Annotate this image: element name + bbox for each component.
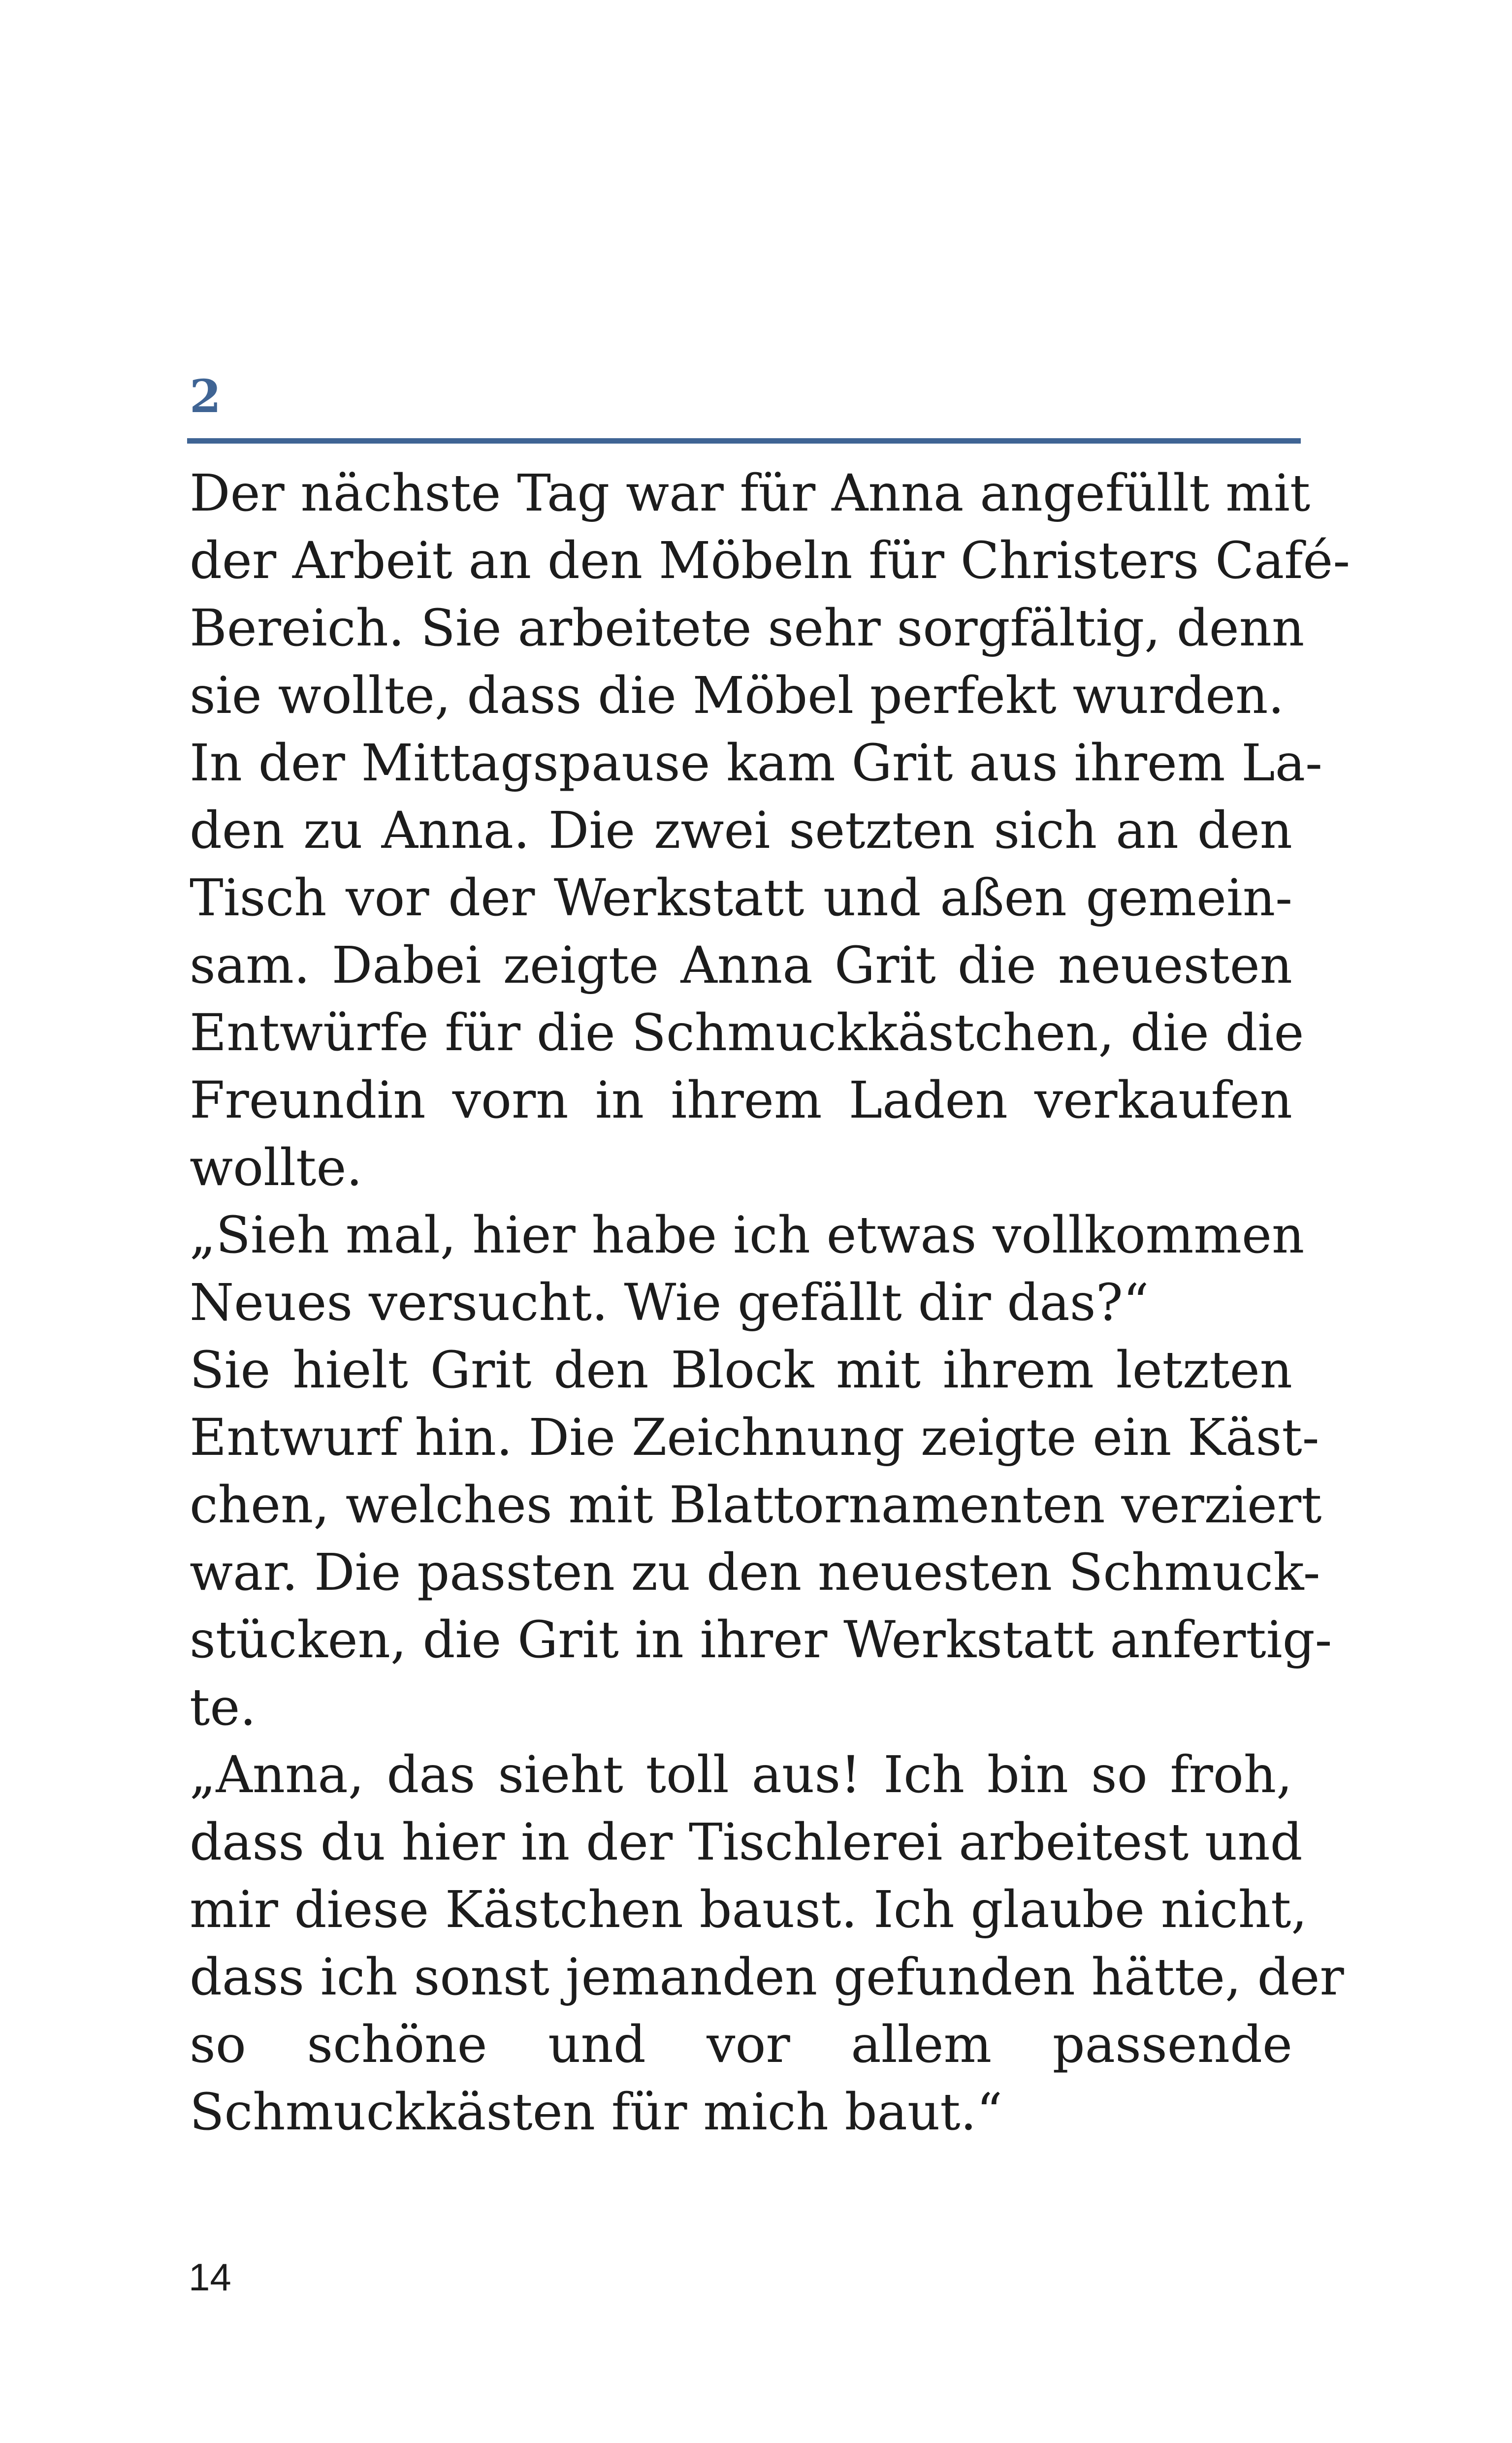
text-line: chen, welches mit Blattornamenten verziert [190, 1476, 1322, 1535]
text-line: sam. Dabei zeigte Anna Grit die neuesten [190, 936, 1292, 995]
text-line: dass du hier in der Tischlerei arbeitest und [190, 1813, 1303, 1872]
chapter-number: 2 [190, 370, 222, 423]
text-line: Tisch vor der Werkstatt und aßen gemein- [190, 868, 1292, 928]
paragraph [190, 460, 1351, 730]
text-line: Entwürfe für die Schmuckkästchen, die die [190, 1003, 1304, 1062]
text-line: den zu Anna. Die zwei setzten sich an den [190, 801, 1292, 860]
paragraph [190, 1741, 1344, 2146]
body-text [190, 460, 1351, 2146]
text-line: wollte. [190, 1138, 363, 1197]
text-line: der Arbeit an den Möbeln für Christers Café- [190, 531, 1351, 590]
text-line: dass ich sonst jemanden gefunden hätte, der [190, 1948, 1344, 2007]
paragraph [190, 730, 1322, 1202]
text-line: Schmuckkästen für mich baut.“ [190, 2083, 1003, 2142]
text-line: so schöne und vor allem passende [190, 2015, 1292, 2074]
text-line: war. Die passten zu den neuesten Schmuck- [190, 1543, 1320, 1602]
text-line: Der nächste Tag war für Anna angefüllt mit [190, 464, 1311, 523]
text-line: te. [190, 1678, 257, 1737]
chapter-divider [187, 438, 1301, 444]
text-line: sie wollte, dass die Möbel perfekt wurden. [190, 666, 1285, 725]
paragraph [190, 1337, 1332, 1741]
text-line: Neues versucht. Wie gefällt dir das?“ [190, 1273, 1149, 1332]
page-number: 14 [189, 2255, 231, 2299]
paragraph [190, 1202, 1305, 1337]
text-line: Entwurf hin. Die Zeichnung zeigte ein Käst- [190, 1408, 1319, 1467]
text-line: mir diese Kästchen baust. Ich glaube nicht, [190, 1880, 1308, 1939]
text-line: „Anna, das sieht toll aus! Ich bin so froh, [190, 1745, 1292, 1804]
text-line: In der Mittagspause kam Grit aus ihrem La- [190, 734, 1322, 793]
text-line: Bereich. Sie arbeitete sehr sorgfältig, denn [190, 599, 1305, 658]
text-line: stücken, die Grit in ihrer Werkstatt anfertig- [190, 1610, 1332, 1670]
text-line: Freundin vorn in ihrem Laden verkaufen [190, 1071, 1292, 1130]
text-line: „Sieh mal, hier habe ich etwas vollkommen [190, 1206, 1305, 1265]
text-line: Sie hielt Grit den Block mit ihrem letzten [190, 1341, 1292, 1400]
